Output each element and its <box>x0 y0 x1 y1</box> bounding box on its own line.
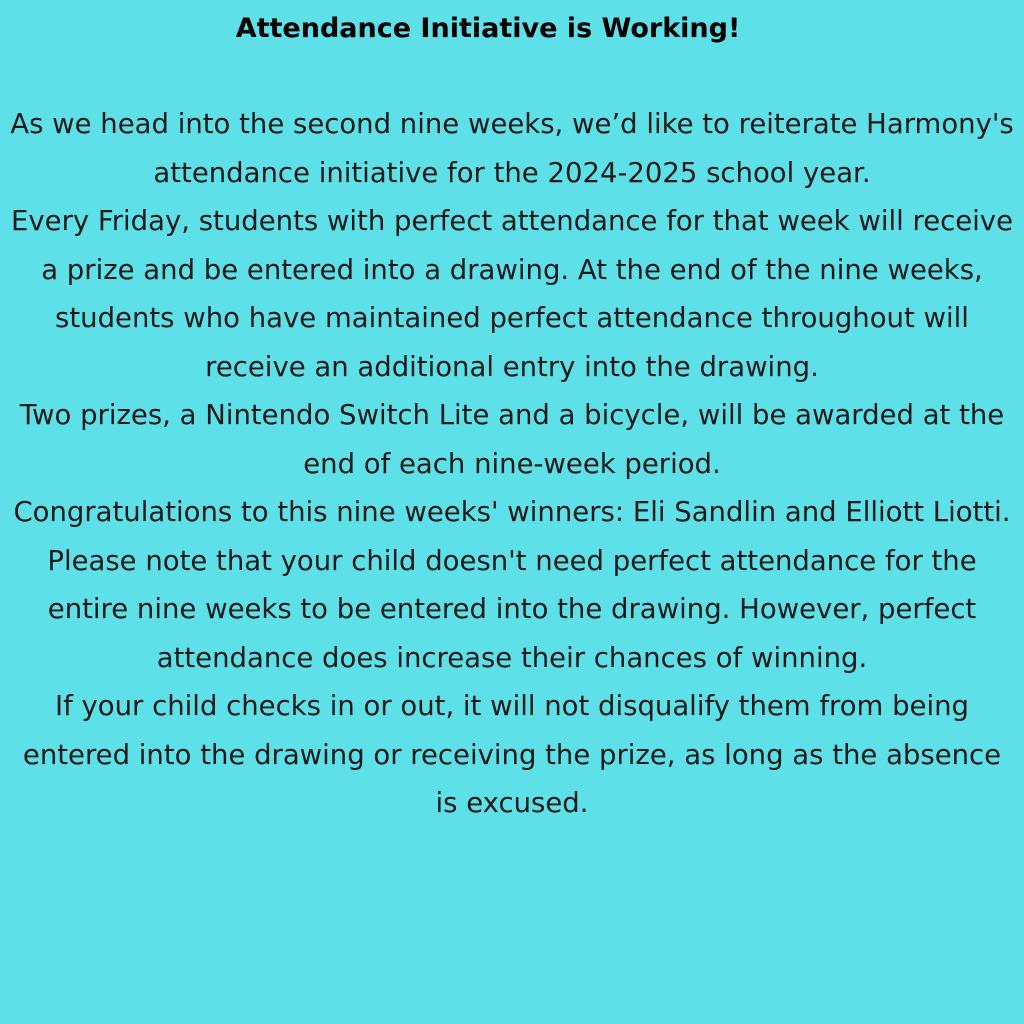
paragraph-weekly-prize: Every Friday, students with perfect attendance for that week will receive a prize and be entered into a drawing. At the end of the nine weeks, students who have maintained perfect attendance throughout will receive an additional entry into the drawing. <box>11 205 1013 383</box>
paragraph-grand-prizes: Two prizes, a Nintendo Switch Lite and a bicycle, will be awarded at the end of each nine-week period. <box>19 399 1005 480</box>
paragraph-intro: As we head into the second nine weeks, we’d like to reiterate Harmony's attendance initiative for the 2024-2025 school year. <box>10 108 1014 189</box>
announcement-body <box>10 100 1014 828</box>
paragraph-winners: Congratulations to this nine weeks' winners: Eli Sandlin and Elliott Liotti. <box>13 496 1011 528</box>
page-title: Attendance Initiative is Working! <box>235 13 741 44</box>
paragraph-eligibility-note: Please note that your child doesn't need perfect attendance for the entire nine weeks to be entered into the drawing. However, perfect attendance does increase their chances of winning. <box>47 544 977 674</box>
paragraph-check-in-out-note: If your child checks in or out, it will not disqualify them from being entered into the drawing or receiving the prize, as long as the absence is excused. <box>22 690 1002 819</box>
